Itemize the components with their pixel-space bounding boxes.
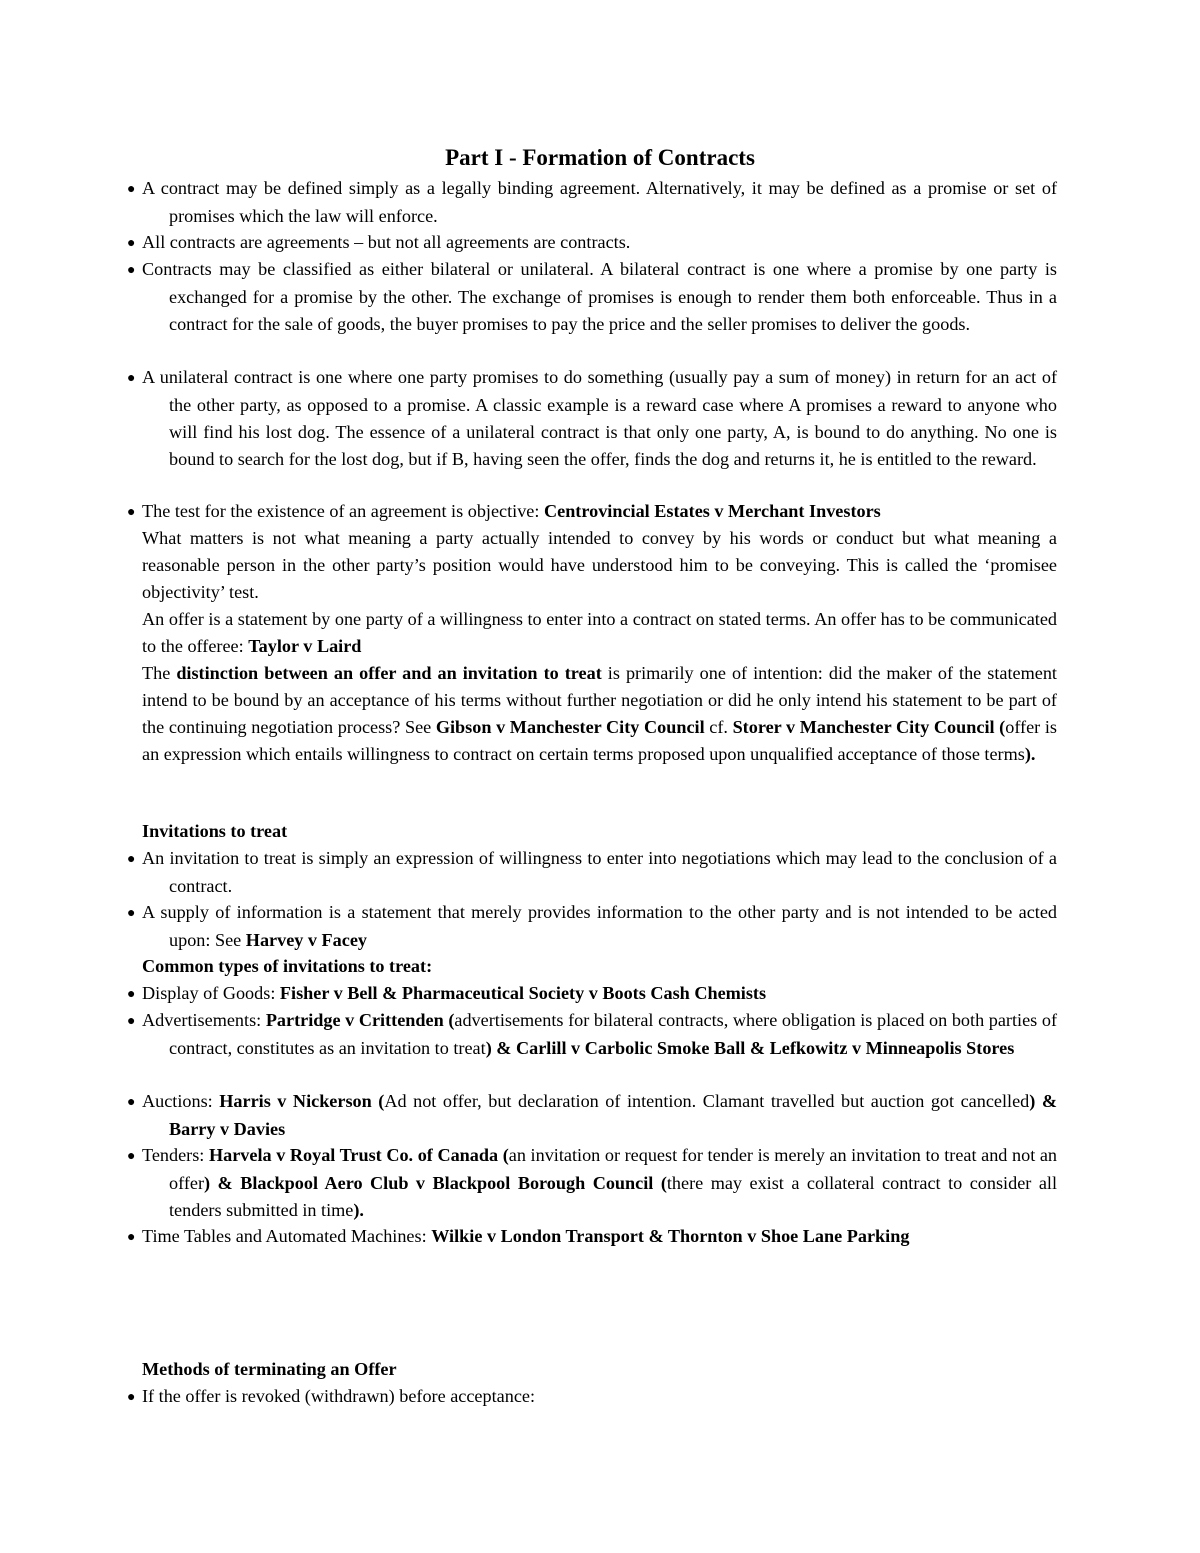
bullet-icon: ● xyxy=(127,1095,136,1110)
distinction-paragraph: The distinction between an offer and an invitation to treat is primarily one of intention: did the maker of the statement intend to be bound by an acceptance of his terms without further negotiation or did he only intend his statement to be part of the continuing negotiation process? See Gibson v Manchester City Council cf. Storer v Manchester City Council (offer is an expression which entails willingness to contract on certain terms proposed upon unqualified acceptance of those terms). xyxy=(142,663,1057,764)
bullet-time-tables: ● Time Tables and Automated Machines: Wilkie v London Transport & Thornton v Shoe Lane Parking xyxy=(127,1223,1057,1251)
case-name: Fisher v Bell xyxy=(279,983,378,1003)
bullet-icon: ● xyxy=(127,1014,136,1029)
case-name: Wilkie v London Transport xyxy=(431,1226,644,1246)
bullet-icon: ● xyxy=(127,182,136,197)
objectivity-paragraph: What matters is not what meaning a party actually intended to convey by his words or conduct but what meaning a reasonable person in the other party’s position would have understood him to be conveying. This is called the ‘promisee objectivity’ test. xyxy=(142,528,1057,602)
bullet-icon: ● xyxy=(127,263,136,278)
bullet-supply-information: ● A supply of information is a statement that merely provides information to the other party and is not intended to be acted upon: See Harvey v Facey xyxy=(127,902,1057,950)
bullet-icon: ● xyxy=(127,1230,136,1245)
case-name: Lefkowitz v Minneapolis Stores xyxy=(769,1038,1015,1058)
case-name: Centrovincial Estates v Merchant Investors xyxy=(543,501,881,521)
bullet-contract-definition: ● A contract may be defined simply as a legally binding agreement. Alternatively, it may be defined as a promise or set of promises which the law will enforce. xyxy=(127,178,1057,226)
case-name: Storer v Manchester City Council xyxy=(732,717,995,737)
case-name: Taylor v Laird xyxy=(248,636,362,656)
bullet-icon: ● xyxy=(127,236,136,251)
case-name: Barry v Davies xyxy=(169,1119,286,1139)
bullet-bilateral: ● Contracts may be classified as either bilateral or unilateral. A bilateral contract is one where a promise by one party is exchanged for a promise by the other. The exchange of promises is enough to render them both enforceable. Thus in a contract for the sale of goods, the buyer promises to pay the price and the seller promises to deliver the goods. xyxy=(127,259,1057,334)
bullet-icon: ● xyxy=(127,987,136,1002)
bullet-icon: ● xyxy=(127,371,136,386)
case-name: Gibson v Manchester City Council xyxy=(435,717,705,737)
section-heading-terminating: Methods of terminating an Offer xyxy=(142,1359,397,1379)
case-name: Carlill v Carbolic Smoke Ball xyxy=(516,1038,746,1058)
bullet-icon: ● xyxy=(127,1149,136,1164)
case-name: Blackpool Aero Club v Blackpool Borough Council xyxy=(240,1173,654,1193)
case-name: Harvela v Royal Trust Co. of Canada xyxy=(208,1145,499,1165)
case-name: Harris v Nickerson xyxy=(219,1091,372,1111)
bullet-invitation-definition: ● An invitation to treat is simply an expression of willingness to enter into negotiations which may lead to the conclusion of a contract. xyxy=(127,848,1057,896)
case-name: Pharmaceutical Society v Boots Cash Chemists xyxy=(401,983,767,1003)
bullet-icon: ● xyxy=(127,505,136,520)
bullet-tenders: ● Tenders: Harvela v Royal Trust Co. of Canada (an invitation or request for tender is merely an invitation to treat and not an offer) & Blackpool Aero Club v Blackpool Borough Council (there may exist a collateral contract to consider all tenders submitted in time). xyxy=(127,1145,1058,1220)
case-name: Partridge v Crittenden xyxy=(265,1010,444,1030)
bullet-icon: ● xyxy=(127,852,136,867)
bullet-display-of-goods: ● Display of Goods: Fisher v Bell & Pharmaceutical Society v Boots Cash Chemists xyxy=(127,980,1057,1008)
bullet-agreements: ● All contracts are agreements – but not all agreements are contracts. xyxy=(127,229,1057,257)
bullet-revoked: ● If the offer is revoked (withdrawn) before acceptance: xyxy=(127,1383,1057,1411)
section-heading-invitations: Invitations to treat xyxy=(142,821,288,841)
bullet-icon: ● xyxy=(127,906,136,921)
bullet-unilateral: ● A unilateral contract is one where one party promises to do something (usually pay a sum of money) in return for an act of the other party, as opposed to a promise. A classic example is a reward case where A promises a reward to anyone who will find his lost dog. The essence of a unilateral contract is that only one party, A, is bound to do anything. No one is bound to search for the lost dog, but if B, having seen the offer, finds the dog and returns it, he is entitled to the reward. xyxy=(127,367,1057,469)
page-title: Part I - Formation of Contracts xyxy=(445,145,755,170)
bullet-auctions: ● Auctions: Harris v Nickerson (Ad not offer, but declaration of intention. Clamant travelled but auction got cancelled) & Barry v Davies xyxy=(127,1091,1058,1139)
case-name: Thornton v Shoe Lane Parking xyxy=(667,1226,910,1246)
case-name: Harvey v Facey xyxy=(245,930,367,950)
offer-paragraph: An offer is a statement by one party of a willingness to enter into a contract on stated terms. An offer has to be communicated to the offeree: Taylor v Laird xyxy=(142,609,1057,656)
subheading-common-types: Common types of invitations to treat: xyxy=(142,956,433,976)
bullet-icon: ● xyxy=(127,1390,136,1405)
bullet-advertisements: ● Advertisements: Partridge v Crittenden (advertisements for bilateral contracts, where obligation is placed on both parties of contract, constitutes as an invitation to treat) & Carlill v Carbolic Smoke Ball & Lefkowitz v Minneapolis Stores xyxy=(127,1010,1057,1058)
bullet-objective-test: ● The test for the existence of an agreement is objective: Centrovincial Estates v Merchant Investors xyxy=(127,498,1057,526)
